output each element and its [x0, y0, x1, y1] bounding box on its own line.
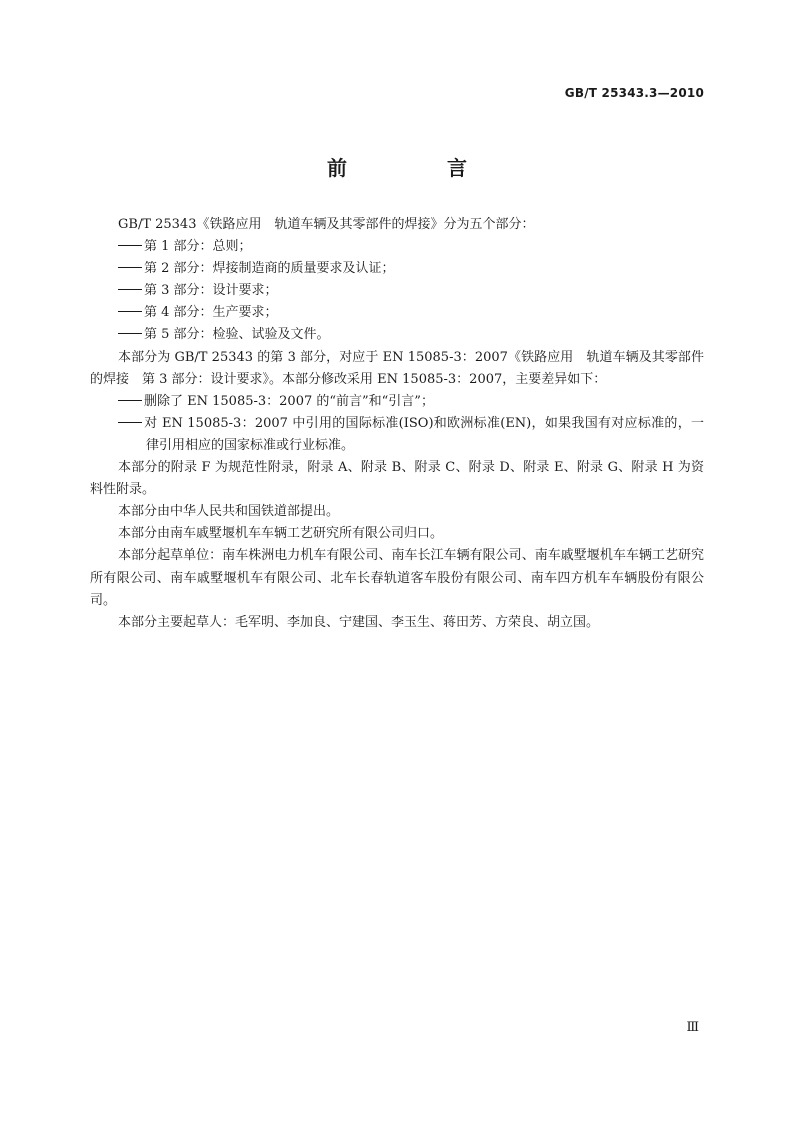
list-item-text: 对 EN 15085-3：2007 中引用的国际标准(ISO)和欧洲标准(EN)，如果我国有对应标准的，一律引用相应的国家标准或行业标准。 [144, 415, 704, 453]
paragraph: 本部分为 GB/T 25343 的第 3 部分，对应于 EN 15085-3：2007《铁路应用 轨道车辆及其零部件的焊接 第 3 部分：设计要求》。本部分修改采用 EN 15085-3：2007，主要差异如下： [90, 349, 704, 387]
paragraph: GB/T 25343《铁路应用 轨道车辆及其零部件的焊接》分为五个部分： [118, 217, 535, 232]
em-dash-marker [118, 302, 144, 324]
em-dash-marker [118, 324, 144, 346]
paragraph: 本部分由南车戚墅堰机车车辆工艺研究所有限公司归口。 [118, 526, 444, 542]
list-item-text: 第 3 部分：设计要求； [144, 283, 278, 299]
document-body [90, 214, 704, 634]
list-item-text: 第 2 部分：焊接制造商的质量要求及认证； [144, 261, 395, 277]
page-number: Ⅲ [686, 1020, 699, 1035]
em-dash-marker [118, 391, 144, 413]
dash-list-item [90, 302, 704, 324]
em-dash-marker [118, 258, 144, 280]
dash-list-item [90, 324, 704, 346]
paragraph: 本部分起草单位：南车株洲电力机车有限公司、南车长江车辆有限公司、南车戚墅堰机车车辆工艺研究所有限公司、南车戚墅堰机车有限公司、北车长春轨道客车股份有限公司、南车四方机车车辆股份有限公司。 [90, 548, 704, 608]
dash-list-item [90, 236, 704, 258]
paragraph: 本部分由中华人民共和国铁道部提出。 [118, 504, 340, 520]
dash-list-item [90, 391, 704, 413]
dash-list-item [90, 258, 704, 280]
list-item-text: 第 1 部分：总则； [144, 239, 252, 255]
dash-list-item [90, 280, 704, 302]
list-item-text: 第 4 部分：生产要求； [144, 305, 278, 321]
dash-list-item [90, 413, 704, 457]
list-item-text: 第 5 部分：检验、试验及文件。 [144, 327, 330, 343]
em-dash-marker [118, 413, 144, 435]
paragraph: 本部分的附录 F 为规范性附录，附录 A、附录 B、附录 C、附录 D、附录 E、附录 G、附录 H 为资料性附录。 [90, 460, 704, 498]
standard-code: GB/T 25343.3—2010 [564, 86, 704, 100]
paragraph: 本部分主要起草人：毛军明、李加良、宁建国、李玉生、蒋田芳、方荣良、胡立国。 [118, 614, 600, 630]
page-title: 前 言 [327, 156, 507, 180]
em-dash-marker [118, 236, 144, 258]
em-dash-marker [118, 280, 144, 302]
list-item-text: 删除了 EN 15085-3：2007 的“前言”和“引言”； [144, 393, 434, 409]
